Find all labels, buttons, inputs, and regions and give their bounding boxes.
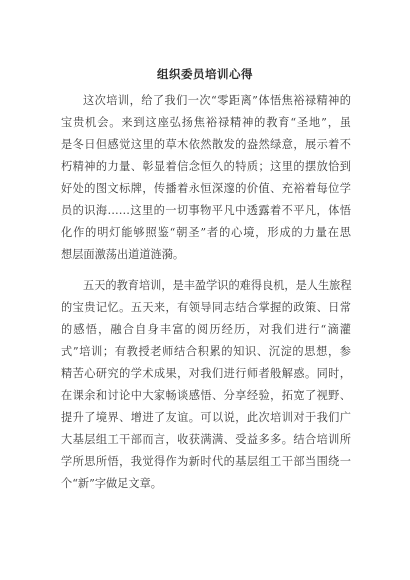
paragraph-1-line-1: 这次培训，给了我们一次“零距离”体悟焦裕禄精神的 [83,94,351,107]
paragraph-1-line-5: 好处的图文标牌，传播着永恒深邃的价值、充裕着每位学 [61,182,351,195]
paragraph-1-line-7: 化作的明灯能够照鉴“朝圣”者的心境，形成的力量在思 [61,226,351,239]
paragraph-2-line-10: 个“新”字做足文章。 [61,477,162,490]
paragraph-2-line-7: 提升了境界、增进了友谊。可以说，此次培训对于我们广 [61,411,351,424]
paragraph-1-line-8: 想层面激荡出道道涟漪。 [61,248,185,261]
paragraph-2-line-5: 精苦心研究的学术成果，对我们进行师者般解惑。同时， [61,367,351,380]
paragraph-2-line-2: 的宝贵记忆。五天来，有领导同志结合掌握的政策、日常 [61,301,351,314]
paragraph-2-line-9: 学所思所悟，我觉得作为新时代的基层组工干部当围绕一 [61,455,351,468]
paragraph-2-line-8: 大基层组工干部而言，收获满满、受益多多。结合培训所 [61,433,351,446]
paragraph-2-line-6: 在课余和讨论中大家畅谈感悟、分享经验，拓宽了视野、 [61,389,351,402]
paragraph-1-line-3: 是冬日但感觉这里的草木依然散发的盎然绿意，展示着不 [61,138,351,151]
paragraph-1-line-6: 员的识海……这里的一切事物平凡中透露着不平凡，体悟 [61,204,351,217]
document-title: 组织委员培训心得 [157,67,253,81]
paragraph-2-line-3: 的感悟，融合自身丰富的阅历经历，对我们进行“滴灌 [61,323,351,336]
paragraph-2-line-1: 五天的教育培训，是丰盈学识的难得良机，是人生旅程 [83,279,352,292]
paragraph-1-line-2: 宝贵机会。来到这座弘扬焦裕禄精神的教育“圣地”，虽 [61,116,351,129]
paragraph-1-line-4: 朽精神的力量、彰显着信念恒久的特质；这里的摆放恰到 [61,160,351,173]
paragraph-2-line-4: 式”培训；有教授老师结合积累的知识、沉淀的思想，参 [61,345,351,358]
